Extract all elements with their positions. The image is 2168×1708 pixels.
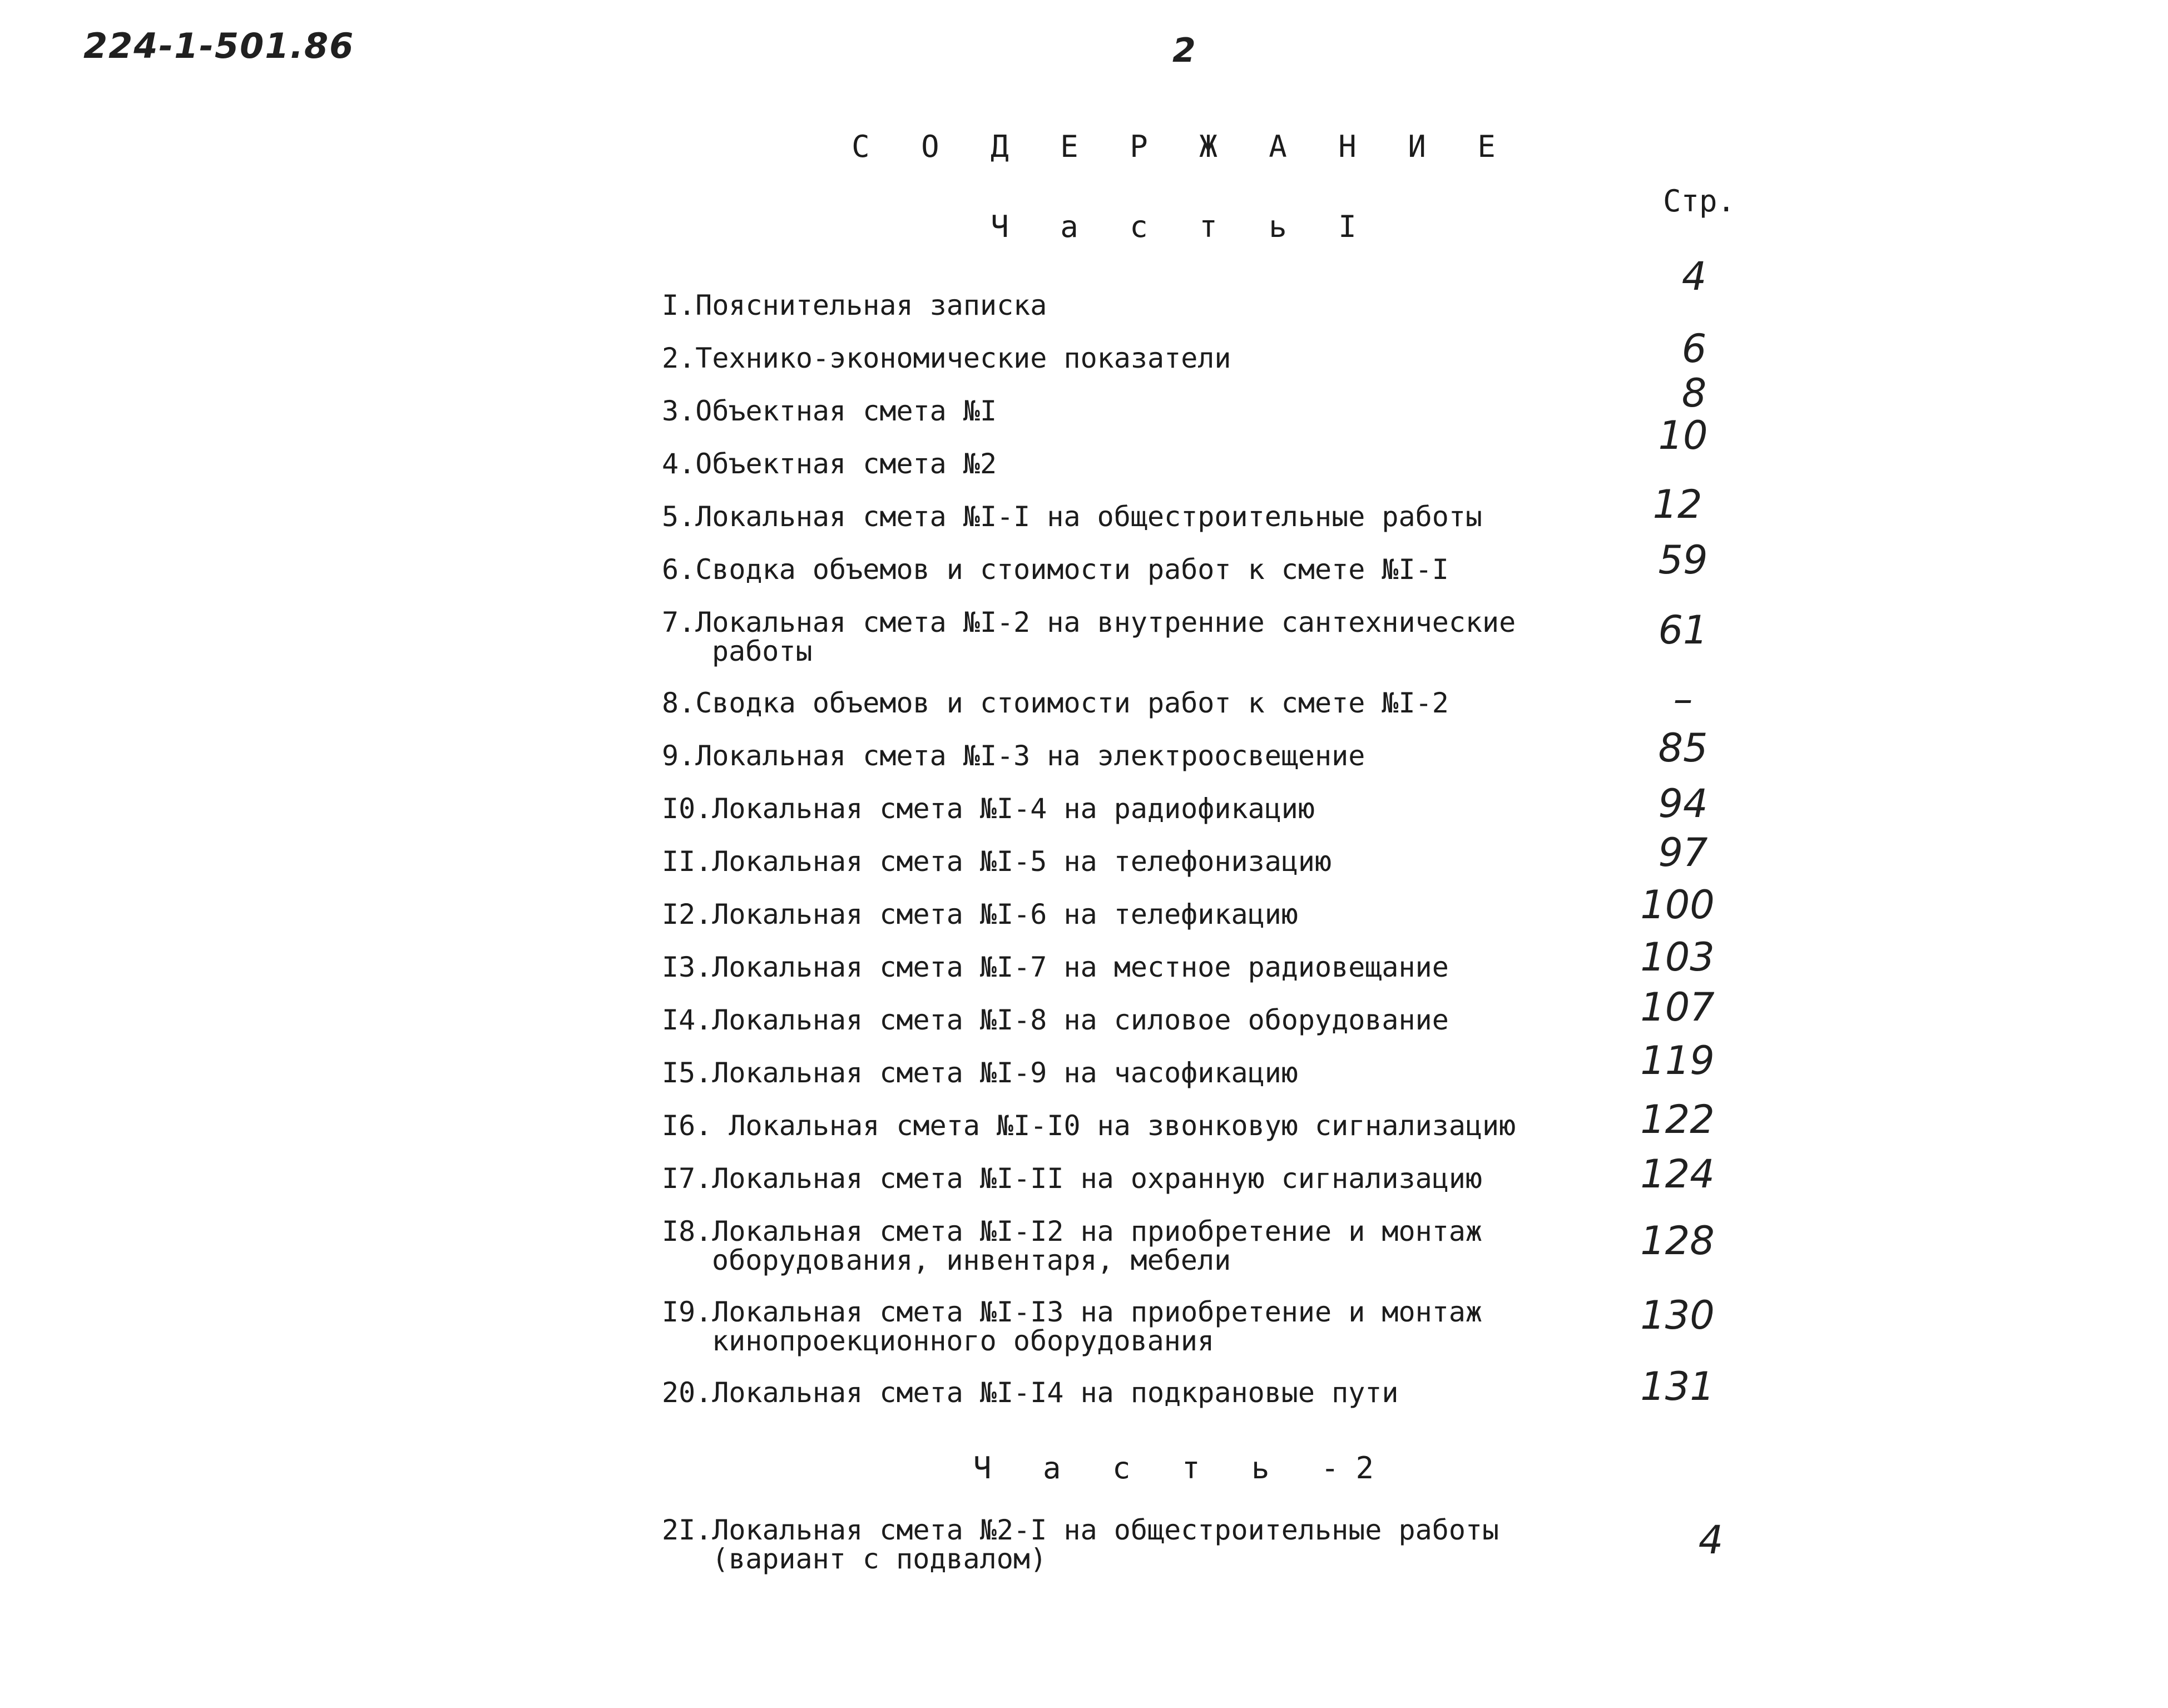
toc-item: [662, 1111, 1552, 1140]
toc-item-text: Локальная смета №I-9 на часофикацию: [712, 1057, 1298, 1089]
toc-item: [662, 1516, 1552, 1573]
toc-item-number: 20.: [662, 1377, 712, 1409]
toc-item-number: 9.: [662, 740, 696, 772]
toc-item-text: Локальная смета №2-I на общестроительные работы: [712, 1514, 1499, 1546]
toc-item-page: 10: [1658, 413, 1708, 458]
toc-item-text: Локальная смета №I-3 на электроосвещение: [695, 740, 1365, 772]
toc-item-page: 128: [1640, 1218, 1715, 1264]
toc-item-page: 4: [1698, 1517, 1724, 1563]
toc-item-text: Локальная смета №I-2 на внутренние сантехнические: [695, 606, 1516, 638]
toc-item-number: 4.: [662, 448, 696, 480]
toc-item-text-continued: оборудования, инвентаря, мебели: [712, 1244, 1231, 1276]
toc-item-page: –: [1673, 676, 1693, 722]
toc-item-page: 119: [1640, 1038, 1715, 1083]
toc-item-text: Локальная смета №I-7 на местное радиовещание: [712, 951, 1449, 983]
toc-item-number: II.: [662, 845, 712, 878]
toc-item-page: 131: [1640, 1364, 1715, 1409]
toc-item: [662, 900, 1552, 929]
toc-item-text: Локальная смета №I-4 на радиофикацию: [712, 793, 1315, 825]
toc-item-number: I0.: [662, 793, 712, 825]
toc-item-number: 3.: [662, 395, 696, 427]
toc-item-number: I5.: [662, 1057, 712, 1089]
toc-item: [662, 449, 1552, 478]
toc-item-page: 61: [1658, 607, 1708, 653]
toc-item-page: 6: [1681, 326, 1707, 372]
toc-item-number: 2I.: [662, 1514, 712, 1546]
toc-item-text: Локальная смета №I-II на охранную сигнализацию: [712, 1162, 1483, 1195]
toc-item-number: I3.: [662, 951, 712, 983]
toc-item: [662, 741, 1552, 770]
toc-item-page: 97: [1658, 830, 1708, 875]
toc-item-page: 107: [1640, 984, 1715, 1030]
toc-item-page: 59: [1658, 537, 1708, 583]
toc-item-text-continued: работы: [712, 635, 813, 667]
toc-item-page: 124: [1640, 1151, 1715, 1197]
toc-item-page: 103: [1640, 934, 1715, 980]
toc-item-page: 100: [1640, 882, 1715, 928]
toc-item: [662, 1217, 1552, 1275]
page-number: 2: [1172, 31, 1196, 70]
toc-item: [662, 1006, 1552, 1034]
toc-item-number: I2.: [662, 898, 712, 930]
toc-item-page: 94: [1658, 781, 1708, 826]
toc-item: [662, 1058, 1552, 1087]
toc-item-page: 8: [1681, 370, 1707, 416]
toc-item-text-continued: кинопроекционного оборудования: [712, 1325, 1215, 1357]
part-2-title: Ч а с т ь -2: [973, 1450, 1391, 1486]
toc-item-text: Пояснительная записка: [695, 289, 1047, 321]
toc-item: [662, 794, 1552, 823]
toc-item: [662, 344, 1552, 373]
toc-item: [662, 847, 1552, 876]
toc-item-page: 122: [1640, 1097, 1715, 1142]
part-1-title: Ч а с т ь I: [991, 209, 1373, 244]
toc-item-text: Сводка объемов и стоимости работ к смете №I-2: [695, 687, 1449, 719]
toc-item-number: I6.: [662, 1110, 712, 1142]
toc-item-text-continued: (вариант с подвалом): [712, 1543, 1047, 1575]
toc-item: [662, 689, 1552, 717]
toc-item: [662, 1378, 1552, 1407]
document-code: 224-1-501.86: [83, 26, 355, 66]
toc-item-number: 8.: [662, 687, 696, 719]
toc-item-text: Сводка объемов и стоимости работ к смете №I-I: [695, 553, 1449, 586]
toc-item-text: Объектная смета №2: [695, 448, 997, 480]
toc-item-page: 85: [1658, 725, 1708, 771]
toc-item-number: I.: [662, 289, 696, 321]
toc-item-number: I9.: [662, 1296, 712, 1328]
toc-item-text: Технико-экономические показатели: [695, 342, 1231, 374]
toc-item: [662, 397, 1552, 425]
toc-item: [662, 555, 1552, 584]
toc-item: [662, 502, 1552, 531]
toc-item-text: Локальная смета №I-6 на телефикацию: [712, 898, 1298, 930]
toc-item: [662, 1164, 1552, 1193]
toc-item-text: Локальная смета №I-I3 на приобретение и монтаж: [712, 1296, 1483, 1328]
toc-item-number: I7.: [662, 1162, 712, 1195]
toc-item-text: Локальная смета №I-8 на силовое оборудование: [712, 1004, 1449, 1036]
toc-item-page: 4: [1681, 254, 1707, 299]
toc-item-text: Локальная смета №I-5 на телефонизацию: [712, 845, 1332, 878]
toc-item-number: I8.: [662, 1215, 712, 1247]
toc-item: [662, 608, 1552, 666]
toc-item-text: Локальная смета №I-I4 на подкрановые пути: [712, 1377, 1399, 1409]
toc-item-page: 130: [1640, 1293, 1715, 1338]
toc-item: [662, 291, 1552, 320]
toc-item-page: 12: [1652, 482, 1702, 527]
contents-title: С О Д Е Р Ж А Н И Е: [852, 129, 1512, 164]
toc-item: [662, 1298, 1552, 1355]
toc-item-text: Локальная смета №I-I2 на приобретение и монтаж: [712, 1215, 1483, 1247]
toc-item: [662, 953, 1552, 982]
toc-item-number: 7.: [662, 606, 696, 638]
toc-item-number: 2.: [662, 342, 696, 374]
toc-item-number: I4.: [662, 1004, 712, 1036]
toc-item-number: 5.: [662, 501, 696, 533]
toc-item-text: Локальная смета №I-I0 на звонковую сигнализацию: [712, 1110, 1516, 1142]
toc-item-number: 6.: [662, 553, 696, 586]
toc-item-text: Объектная смета №I: [695, 395, 997, 427]
toc-item-text: Локальная смета №I-I на общестроительные работы: [695, 501, 1483, 533]
page-column-header: Стр.: [1663, 184, 1736, 219]
